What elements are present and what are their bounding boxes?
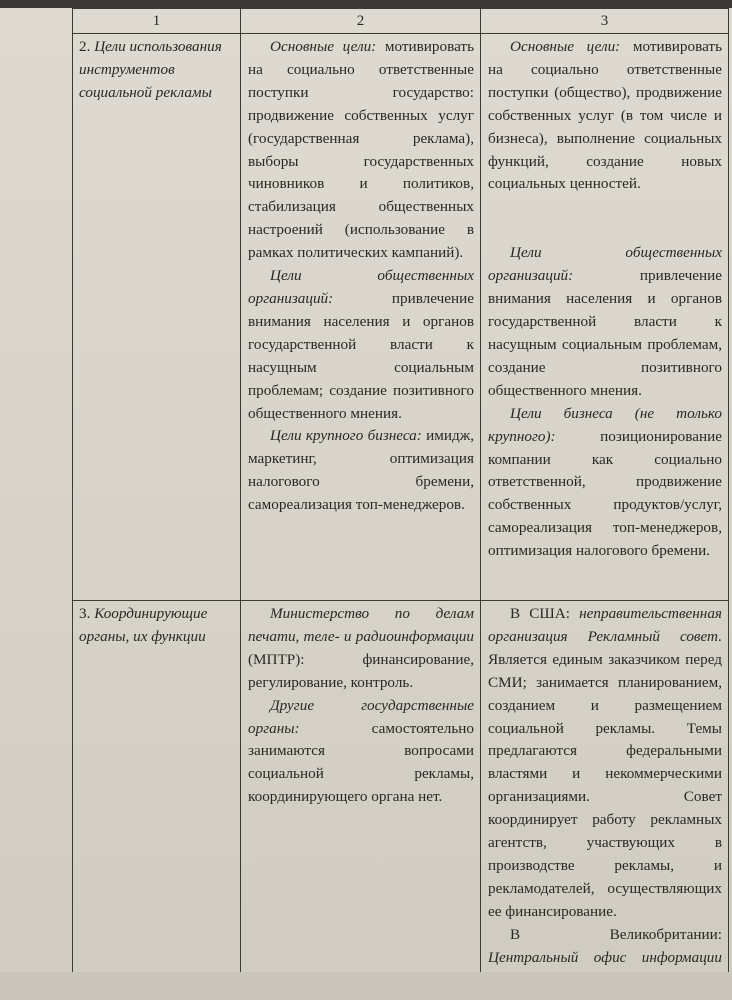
russia-cell [241,601,481,993]
russia-cell [241,34,481,601]
row-number: 2. [79,38,91,55]
row-title: Координирующие органы, их функции [79,605,208,645]
row-label-cell [73,34,241,601]
paragraph: В США: неправительственная организация Рекламный совет. Является единым заказчиком перед СМИ; занимается планированием, созданием и размещением социальной рекламы. Темы предлагаются федеральными властями и некоммерческими организациями. Совет координирует работу рекламных агентств, участвующих в производстве рекламы, и рекламодателей, осуществляющих ее финансирование. [488,605,722,920]
row-label-cell [73,601,241,993]
paragraph: Цели бизнеса (не только крупного): позиционирование компании как социально ответственной, продвижение собственных продуктов/услуг, самореализация топ-менеджеров, оптимизация налогового бремени. [488,404,722,560]
column-header: 3 [481,9,729,34]
paragraph: Цели общественных организаций: привлечение внимания населения и органов государственной власти к насущным социальным проблемам; создание позитивного общественного мнения. [248,267,474,422]
foreign-cell [481,34,729,601]
page-top-edge [0,0,732,8]
row-number: 3. [79,605,91,622]
column-header: 1 [73,9,241,34]
paragraph: Цели крупного бизнеса: имидж, маркетинг, оптимизация налогового бремени, самореализация топ-менеджеров. [248,427,474,514]
table-header-row [73,9,729,34]
table-row [73,34,729,601]
paragraph: Основные цели: мотивировать на социально ответственные поступки государство: продвижение собственных услуг (государственная реклама), выборы государственных чиновников и политиков, стабилизация общественных настроений (использование в рамках политических кампаний). [248,38,474,262]
foreign-cell [481,601,729,993]
paragraph: Другие государственные органы: самостоятельно занимаются вопросами социальной рекламы, координирующего органа нет. [248,696,474,806]
page-bottom-edge [0,972,732,1000]
paragraph: В Великобритании: Центральный офис информации [488,925,722,966]
table-row [73,601,729,993]
comparison-table [72,8,729,993]
column-header: 2 [241,9,481,34]
paragraph: Министерство по делам печати, теле- и радиоинформации (МПТР): финансирование, регулирование, контроль. [248,605,474,691]
row-title: Цели использования инструментов социальной рекламы [79,38,222,101]
paragraph: Цели общественных организаций: привлечение внимания населения и органов государственной власти к насущным социальным проблемам, создание позитивного общественного мнения. [488,244,722,399]
paragraph: Основные цели: мотивировать на социально ответственные поступки (общество), продвижение собственных услуг (в том числе и бизнеса), выполнение социальных функций, создание новых социальных ценностей. [488,38,722,193]
